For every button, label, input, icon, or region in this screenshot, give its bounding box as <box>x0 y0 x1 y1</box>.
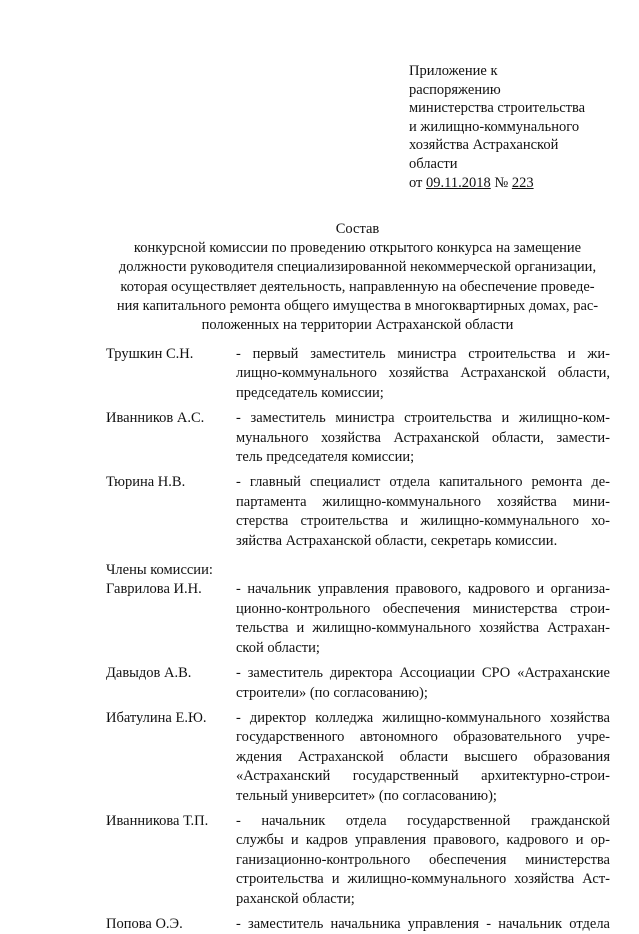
members-label: Члены комиссии: <box>106 562 213 579</box>
role-line: - главный специалист отдела капитального ремонта де- <box>236 474 610 491</box>
member-row <box>106 473 610 551</box>
role-line: раханской области; <box>236 890 355 907</box>
role-line: государственного автономного образовательного учре- <box>236 729 610 746</box>
role-line: - начальник управления правового, кадрового и организа- <box>236 581 610 598</box>
member-row <box>106 409 610 467</box>
appendix-line: министерства строительства <box>409 100 586 117</box>
order-number: 223 <box>511 174 534 191</box>
role-line: - начальник отдела государственной гражданской <box>236 812 610 829</box>
role-line: службы и кадров управления правового, кадрового и ор- <box>236 832 610 849</box>
role-line: ской области; <box>236 639 320 656</box>
appendix-line: распоряжению <box>409 81 501 98</box>
role-line: тель председателя комиссии; <box>236 449 415 466</box>
appendix-line: и жилищно-коммунального <box>409 118 580 135</box>
role-line: - заместитель начальника управления - начальник отдела <box>236 915 610 932</box>
member-role <box>236 915 610 934</box>
appendix-line: хозяйства Астраханской <box>409 137 559 154</box>
title-line: положенных на территории Астраханской области <box>201 317 514 334</box>
role-line: ждения Астраханской области высшего образования <box>236 748 610 765</box>
member-name: Ибатулина Е.Ю. <box>106 709 207 726</box>
date-prefix: от <box>409 174 427 191</box>
member-name: Попова О.Э. <box>106 915 183 932</box>
number-sign: № <box>490 174 512 191</box>
appendix-header <box>409 62 629 192</box>
role-line: тельства и жилищно-коммунального хозяйства Астрахан- <box>236 620 610 637</box>
member-row <box>106 812 610 909</box>
member-name: Иванникова Т.П. <box>106 812 209 829</box>
title-line: которая осуществляет деятельность, направленную на обеспечение проведе- <box>120 278 595 295</box>
role-line: строители» (по согласованию); <box>236 684 428 701</box>
member-row <box>106 345 610 403</box>
role-line: тельный университет» (по согласованию); <box>236 787 497 804</box>
member-name: Гаврилова И.Н. <box>106 581 202 598</box>
commission-list <box>106 345 610 934</box>
role-line: - директор колледжа жилищно-коммунального хозяйства <box>236 709 610 726</box>
member-row <box>106 664 610 703</box>
role-line: мунального хозяйства Астраханской области, замести- <box>236 429 610 446</box>
role-line: - заместитель директора Ассоциации СРО «Астраханские <box>236 665 610 682</box>
member-row <box>106 915 610 934</box>
title-line: ния капитального ремонта общего имущества в многоквартирных домах, рас- <box>116 297 599 314</box>
role-line: стерства строительства и жилищно-коммунального хо- <box>236 513 610 530</box>
member-row <box>106 580 610 658</box>
title-heading: Состав <box>335 221 380 237</box>
member-row <box>106 709 610 806</box>
role-line: - первый заместитель министра строительства и жи- <box>236 346 610 362</box>
member-name: Давыдов А.В. <box>106 665 192 682</box>
role-line: председатель комиссии; <box>236 384 384 401</box>
member-name: Трушкин С.Н. <box>106 346 194 362</box>
title-line: должности руководителя специализированной некоммерческой организации, <box>118 259 597 276</box>
member-role <box>236 709 610 806</box>
role-line: партамента жилищно-коммунального хозяйства мини- <box>236 493 610 510</box>
member-name: Иванников А.С. <box>106 410 205 427</box>
role-line: строительства и жилищно-коммунального хозяйства Аст- <box>236 871 610 888</box>
role-line: зяйства Астраханской области, секретарь комиссии. <box>236 532 558 549</box>
member-role <box>236 473 610 551</box>
appendix-date-line <box>409 174 629 193</box>
member-role <box>236 345 610 403</box>
role-line: - заместитель министра строительства и жилищно-ком- <box>236 410 610 427</box>
role-line: ционно-контрольного обеспечения министерства строи- <box>236 600 610 617</box>
role-line: ганизационно-контрольного обеспечения министерства <box>236 851 610 868</box>
title-line: конкурсной комиссии по проведению открытого конкурса на замещение <box>133 240 582 257</box>
member-role <box>236 409 610 467</box>
role-line: лищно-коммунального хозяйства Астраханской области, <box>236 365 610 382</box>
member-name: Тюрина Н.В. <box>106 474 186 491</box>
member-role <box>236 812 610 909</box>
order-date: 09.11.2018 <box>426 174 491 191</box>
appendix-line: Приложение к <box>409 63 498 79</box>
appendix-line: области <box>409 155 458 172</box>
role-line: «Астраханский государственный архитектурно-строи- <box>236 768 610 785</box>
document-title <box>105 220 610 335</box>
member-role <box>236 664 610 703</box>
member-role <box>236 580 610 658</box>
